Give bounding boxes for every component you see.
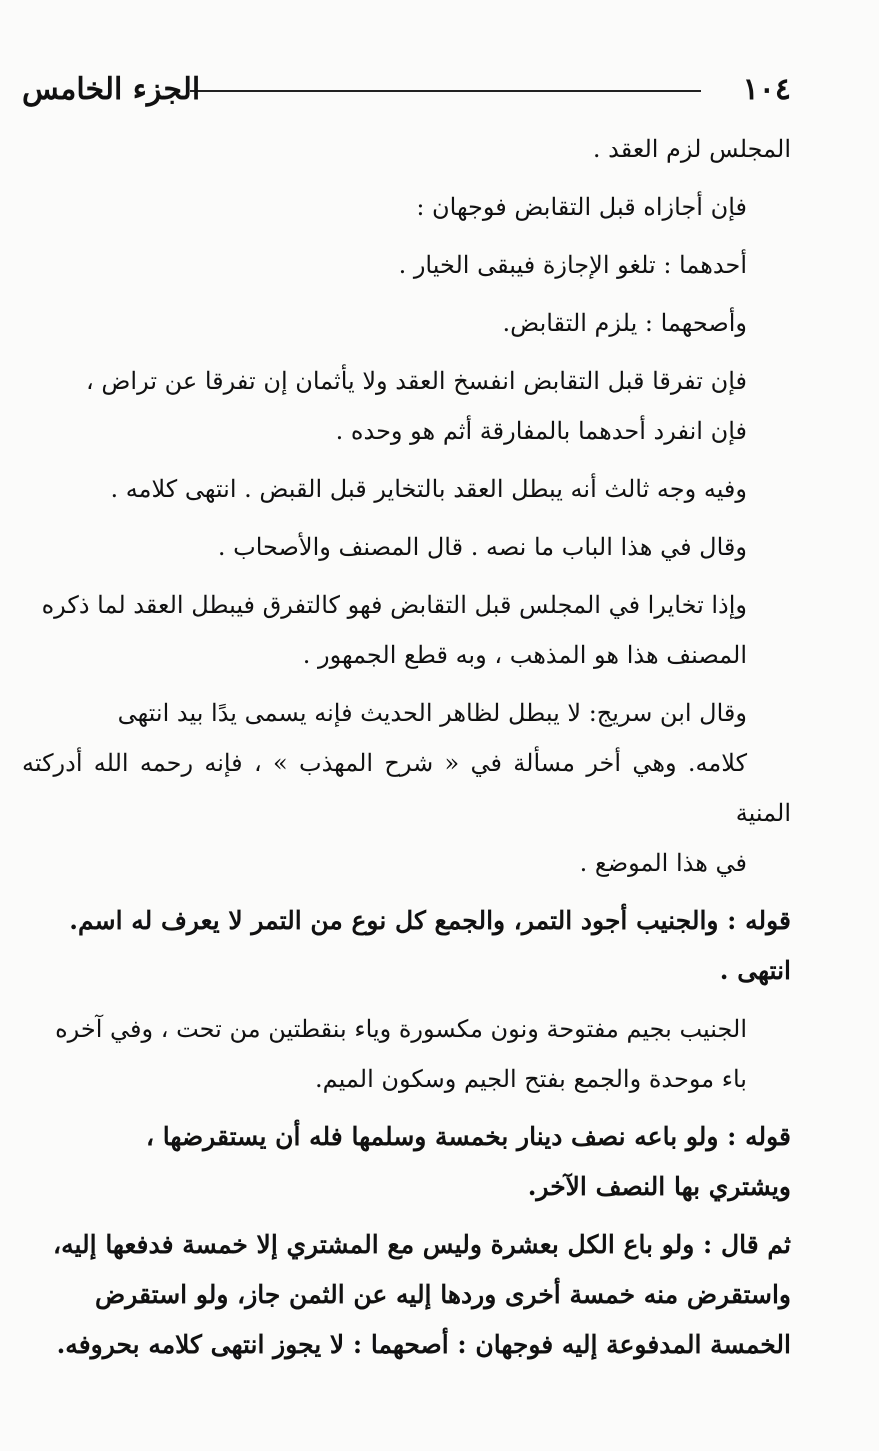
text-paragraph: [22, 240, 791, 290]
text-line: فإن انفرد أحدهما بالمفارقة أثم هو وحده .: [335, 417, 747, 445]
text-paragraph: [22, 688, 791, 888]
text-paragraph: [22, 580, 791, 680]
page-header: [22, 62, 791, 118]
text-paragraph: [22, 356, 791, 456]
page-number: ١٠٤: [742, 72, 791, 107]
text-line: قوله : ولو باعه نصف دينار بخمسة وسلمها فله أن يستقرضها ،: [146, 1122, 791, 1151]
text-paragraph: [22, 298, 791, 348]
quoted-passage: [22, 896, 791, 996]
text-line: قوله : والجنيب أجود التمر، والجمع كل نوع من التمر لا يعرف له اسم.: [69, 906, 791, 935]
text-paragraph: [22, 1004, 791, 1104]
text-line: انتهى .: [719, 956, 791, 985]
text-line: الخمسة المدفوعة إليه فوجهان : أصحهما : لا يجوز انتهى كلامه بحروفه.: [56, 1330, 791, 1359]
book-page: [0, 62, 879, 1451]
text-line: وفيه وجه ثالث أنه يبطل العقد بالتخاير قبل القبض . انتهى كلامه .: [110, 475, 747, 503]
text-paragraph: [22, 124, 791, 174]
text-line: باء موحدة والجمع بفتح الجيم وسكون الميم.: [315, 1065, 747, 1093]
page-body: [22, 124, 791, 1370]
text-line: واستقرض منه خمسة أخرى وردها إليه عن الثمن جاز، ولو استقرض: [95, 1280, 791, 1309]
text-line: فإن تفرقا قبل التقابض انفسخ العقد ولا يأثمان إن تفرقا عن تراض ،: [86, 367, 747, 395]
text-line: في هذا الموضع .: [579, 849, 747, 877]
text-line: أحدهما : تلغو الإجازة فيبقى الخيار .: [398, 251, 747, 279]
text-line: الجنيب بجيم مفتوحة ونون مكسورة وياء بنقطتين من تحت ، وفي آخره: [55, 1015, 747, 1043]
text-line: المجلس لزم العقد .: [592, 135, 791, 163]
text-line: المصنف هذا هو المذهب ، وبه قطع الجمهور .: [302, 641, 747, 669]
text-paragraph: [22, 464, 791, 514]
text-paragraph: [22, 522, 791, 572]
text-line: وأصحهما : يلزم التقابض.: [502, 309, 747, 337]
text-paragraph: [22, 182, 791, 232]
text-line: وإذا تخايرا في المجلس قبل التقابض فهو كالتفرق فيبطل العقد لما ذكره: [41, 591, 747, 619]
running-title: الجزء الخامس: [22, 72, 201, 107]
quoted-passage: [22, 1112, 791, 1212]
text-line: فإن أجازاه قبل التقابض فوجهان :: [416, 193, 747, 221]
text-line: وقال ابن سريج: لا يبطل لظاهر الحديث فإنه يسمى يدًا بيد انتهى: [117, 699, 747, 727]
text-line: كلامه. وهي أخر مسألة في « شرح المهذب » ، فإنه رحمه الله أدركته المنية: [22, 749, 791, 827]
text-line: ثم قال : ولو باع الكل بعشرة وليس مع المشتري إلا خمسة فدفعها إليه،: [53, 1230, 791, 1259]
header-rule: [190, 90, 701, 92]
text-line: ويشتري بها النصف الآخر.: [527, 1172, 791, 1201]
quoted-passage: [22, 1220, 791, 1370]
text-line: وقال في هذا الباب ما نصه . قال المصنف والأصحاب .: [217, 533, 747, 561]
